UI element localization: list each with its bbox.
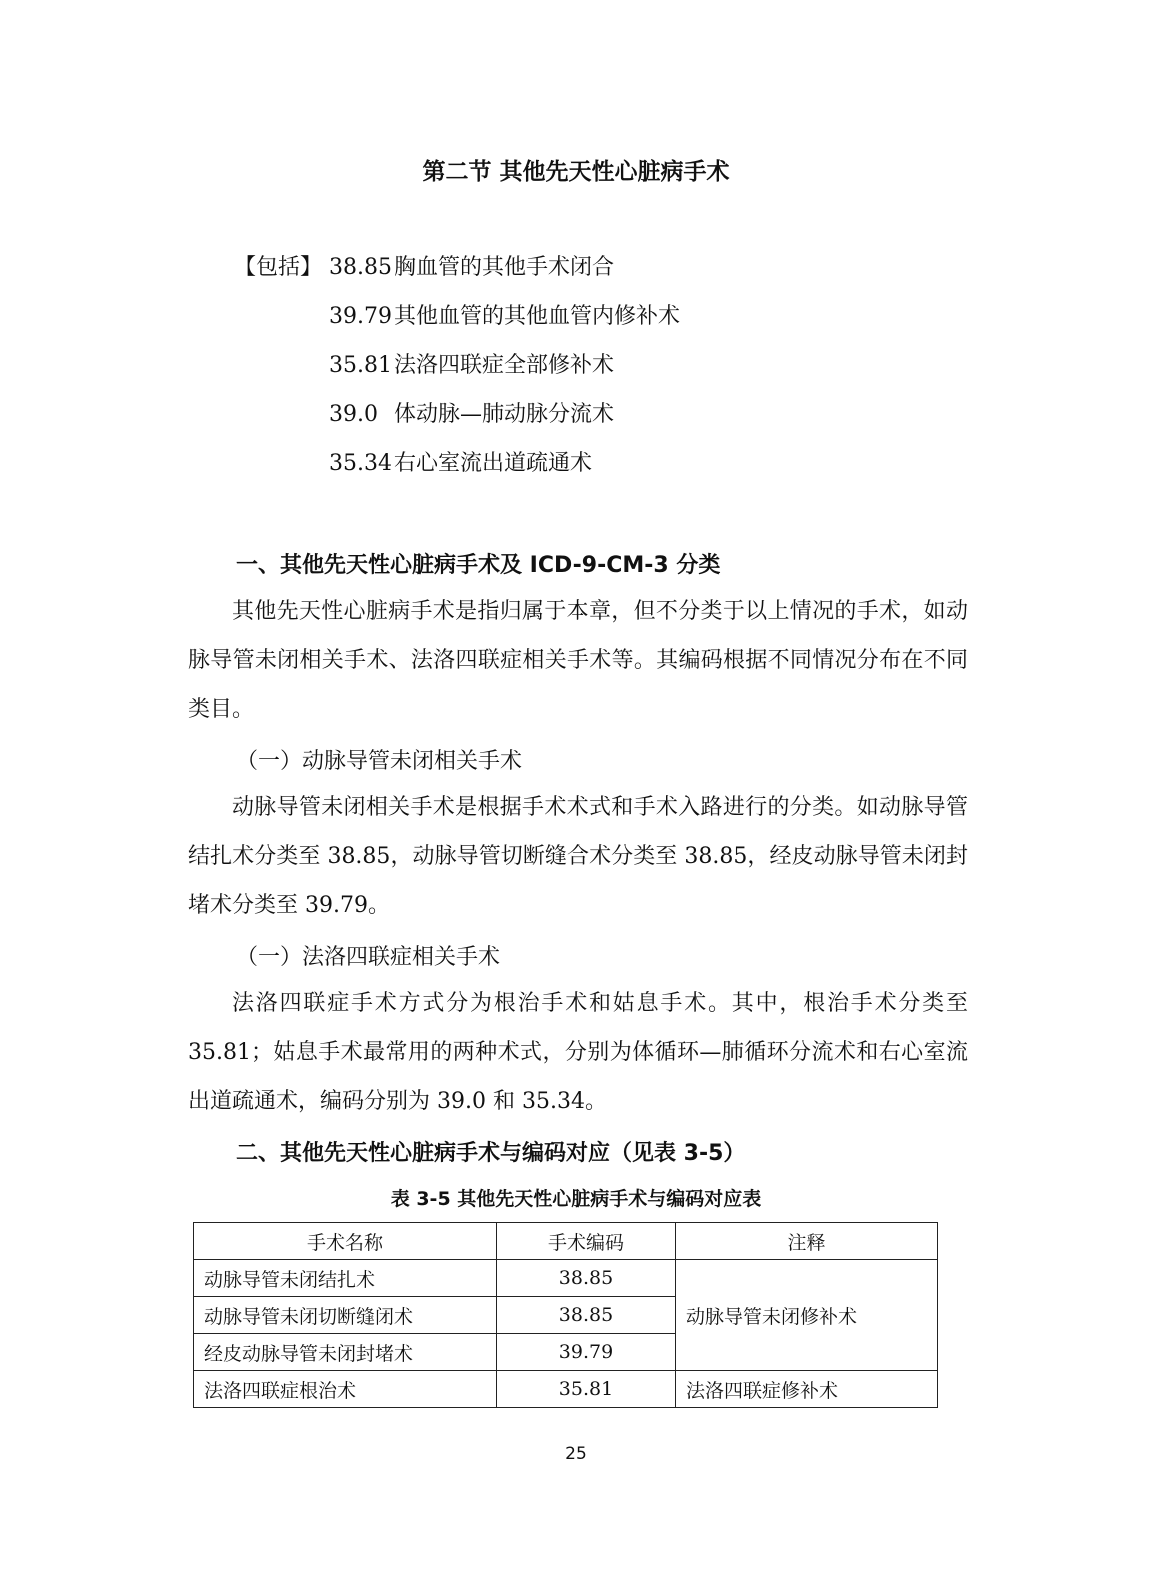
column-header-note: 注释 — [676, 1223, 938, 1260]
note-cell: 动脉导管未闭修补术 — [676, 1260, 938, 1371]
table-row — [194, 1371, 938, 1408]
includes-label: 【包括】 — [234, 255, 323, 280]
code-table — [193, 1222, 938, 1408]
heading-code-mapping: 二、其他先天性心脏病手术与编码对应（见表 3-5） — [236, 1141, 746, 1166]
procedure-name-cell: 经皮动脉导管未闭封堵术 — [194, 1334, 497, 1371]
table-row — [194, 1260, 938, 1297]
procedure-name: 右心室流出道疏通术 — [394, 451, 593, 476]
procedure-name-cell: 动脉导管未闭切断缝闭术 — [194, 1297, 497, 1334]
procedure-name: 体动脉—肺动脉分流术 — [394, 402, 615, 427]
subheading-pda: （一）动脉导管未闭相关手术 — [236, 749, 523, 774]
procedure-name: 胸血管的其他手术闭合 — [394, 255, 615, 280]
column-header-code: 手术编码 — [497, 1223, 676, 1260]
procedure-name-cell: 法洛四联症根治术 — [194, 1371, 497, 1408]
procedure-code-cell: 39.79 — [497, 1334, 676, 1371]
column-header-name: 手术名称 — [194, 1223, 497, 1260]
procedure-code: 35.34 — [329, 451, 392, 476]
procedure-code: 39.79 — [329, 304, 392, 329]
section-title: 第二节 其他先天性心脏病手术 — [422, 159, 730, 185]
procedure-name: 其他血管的其他血管内修补术 — [394, 304, 681, 329]
note-cell: 法洛四联症修补术 — [676, 1371, 938, 1408]
paragraph-tof: 法洛四联症手术方式分为根治手术和姑息手术。其中，根治手术分类至 35.81；姑息手术最常用的两种术式，分别为体循环—肺循环分流术和右心室流出道疏通术，编码分别为 39.0 和 35.34。 — [188, 991, 968, 1114]
heading-classification: 一、其他先天性心脏病手术及 ICD-9-CM-3 分类 — [236, 553, 721, 578]
procedure-code-cell: 35.81 — [497, 1371, 676, 1408]
table-header-row — [194, 1223, 938, 1260]
procedure-code: 38.85 — [329, 255, 392, 280]
procedure-code-cell: 38.85 — [497, 1297, 676, 1334]
paragraph-overview: 其他先天性心脏病手术是指归属于本章，但不分类于以上情况的手术，如动脉导管未闭相关手术、法洛四联症相关手术等。其编码根据不同情况分布在不同类目。 — [188, 599, 968, 722]
paragraph-pda: 动脉导管未闭相关手术是根据手术术式和手术入路进行的分类。如动脉导管结扎术分类至 38.85，动脉导管切断缝合术分类至 38.85，经皮动脉导管未闭封堵术分类至 39.79。 — [188, 795, 968, 918]
subheading-tof: （一）法洛四联症相关手术 — [236, 945, 501, 970]
procedure-code-cell: 38.85 — [497, 1260, 676, 1297]
procedure-code: 39.0 — [329, 402, 378, 427]
page-number: 25 — [565, 1444, 587, 1464]
table-caption: 表 3-5 其他先天性心脏病手术与编码对应表 — [390, 1188, 762, 1210]
procedure-name: 法洛四联症全部修补术 — [394, 353, 615, 378]
procedure-code: 35.81 — [329, 353, 392, 378]
procedure-name-cell: 动脉导管未闭结扎术 — [194, 1260, 497, 1297]
